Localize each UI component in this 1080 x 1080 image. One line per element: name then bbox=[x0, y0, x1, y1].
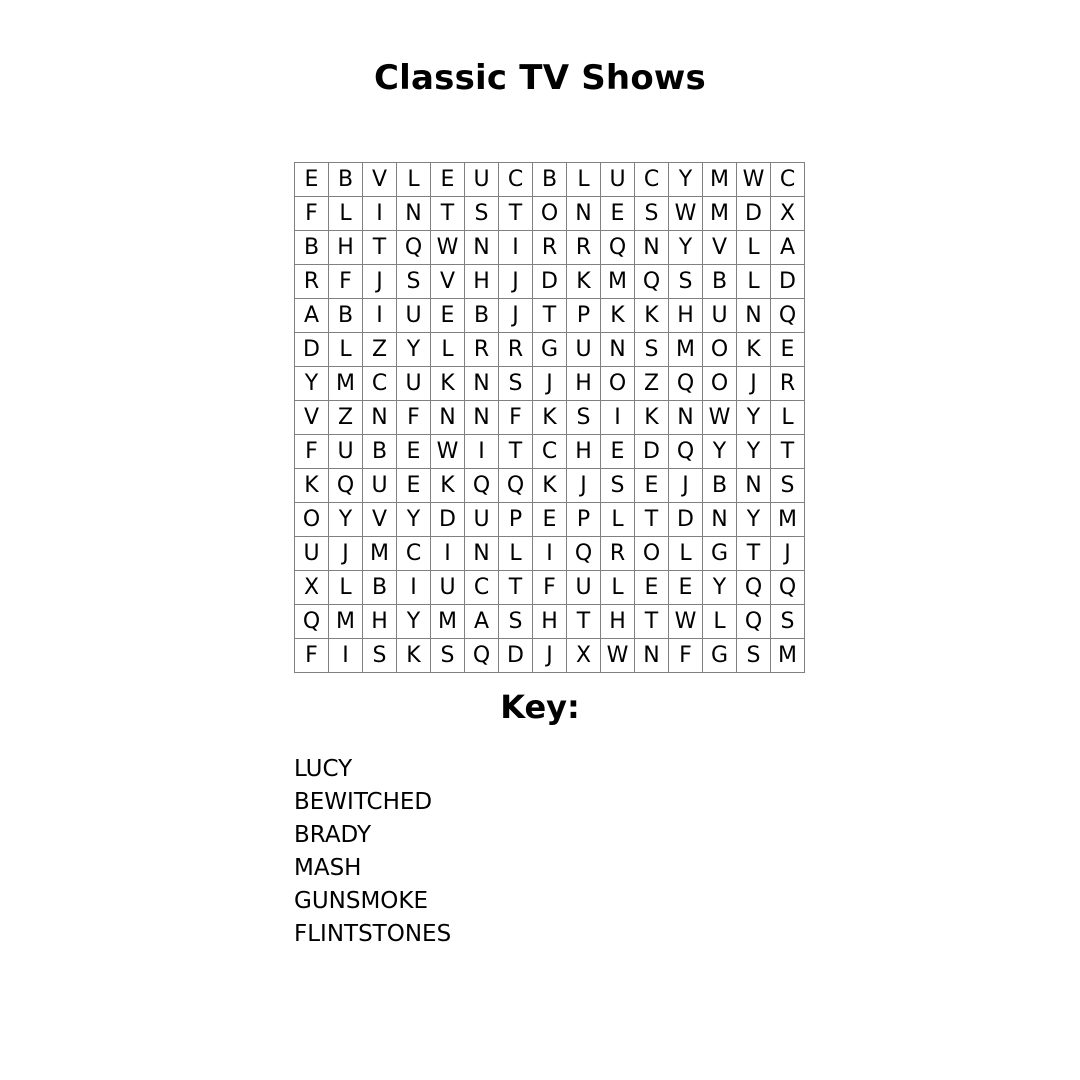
letter-cell[interactable]: Q bbox=[635, 265, 669, 299]
letter-cell[interactable]: G bbox=[703, 537, 737, 571]
letter-cell[interactable]: O bbox=[703, 367, 737, 401]
letter-cell[interactable]: L bbox=[737, 265, 771, 299]
letter-grid-row bbox=[295, 605, 805, 639]
letter-cell[interactable]: U bbox=[329, 435, 363, 469]
letter-cell[interactable]: K bbox=[567, 265, 601, 299]
letter-cell[interactable]: Z bbox=[363, 333, 397, 367]
letter-cell[interactable]: R bbox=[465, 333, 499, 367]
letter-cell[interactable]: Y bbox=[669, 163, 703, 197]
letter-grid-row bbox=[295, 639, 805, 673]
letter-cell[interactable]: M bbox=[329, 605, 363, 639]
letter-cell[interactable]: T bbox=[737, 537, 771, 571]
letter-cell[interactable]: L bbox=[669, 537, 703, 571]
letter-cell[interactable]: N bbox=[737, 469, 771, 503]
letter-cell[interactable]: R bbox=[533, 231, 567, 265]
letter-cell[interactable]: N bbox=[635, 231, 669, 265]
letter-cell[interactable]: W bbox=[703, 401, 737, 435]
letter-cell[interactable]: Y bbox=[397, 605, 431, 639]
letter-cell[interactable]: U bbox=[363, 469, 397, 503]
letter-cell[interactable]: X bbox=[771, 197, 805, 231]
letter-cell[interactable]: C bbox=[533, 435, 567, 469]
letter-cell[interactable]: J bbox=[533, 367, 567, 401]
letter-cell[interactable]: O bbox=[635, 537, 669, 571]
letter-cell[interactable]: U bbox=[431, 571, 465, 605]
letter-cell[interactable]: Y bbox=[397, 503, 431, 537]
letter-cell[interactable]: R bbox=[771, 367, 805, 401]
letter-cell[interactable]: B bbox=[465, 299, 499, 333]
letter-cell[interactable]: T bbox=[771, 435, 805, 469]
letter-cell[interactable]: H bbox=[329, 231, 363, 265]
letter-cell[interactable]: L bbox=[329, 333, 363, 367]
letter-cell[interactable]: U bbox=[465, 163, 499, 197]
letter-cell[interactable]: Q bbox=[329, 469, 363, 503]
key-word-item: LUCY bbox=[294, 756, 353, 782]
letter-grid-row bbox=[295, 299, 805, 333]
letter-cell[interactable]: E bbox=[295, 163, 329, 197]
letter-cell[interactable]: I bbox=[363, 299, 397, 333]
key-word-item: FLINTSTONES bbox=[294, 921, 452, 947]
page-title: Classic TV Shows bbox=[374, 58, 706, 98]
letter-cell[interactable]: J bbox=[669, 469, 703, 503]
letter-cell[interactable]: P bbox=[567, 299, 601, 333]
letter-cell[interactable]: D bbox=[431, 503, 465, 537]
letter-cell[interactable]: I bbox=[533, 537, 567, 571]
key-word-item: BEWITCHED bbox=[294, 789, 433, 815]
letter-cell[interactable]: T bbox=[499, 197, 533, 231]
letter-cell[interactable]: Y bbox=[669, 231, 703, 265]
letter-cell[interactable]: Y bbox=[737, 401, 771, 435]
letter-cell[interactable]: V bbox=[431, 265, 465, 299]
letter-cell[interactable]: L bbox=[499, 537, 533, 571]
letter-grid-row bbox=[295, 401, 805, 435]
letter-cell[interactable]: D bbox=[499, 639, 533, 673]
letter-cell[interactable]: U bbox=[567, 571, 601, 605]
letter-cell[interactable]: D bbox=[533, 265, 567, 299]
letter-cell[interactable]: C bbox=[499, 163, 533, 197]
letter-cell[interactable]: M bbox=[431, 605, 465, 639]
letter-cell[interactable]: V bbox=[295, 401, 329, 435]
letter-cell[interactable]: T bbox=[431, 197, 465, 231]
letter-cell[interactable]: R bbox=[567, 231, 601, 265]
letter-cell[interactable]: J bbox=[499, 265, 533, 299]
letter-cell[interactable]: J bbox=[363, 265, 397, 299]
letter-cell[interactable]: M bbox=[669, 333, 703, 367]
letter-grid-row bbox=[295, 367, 805, 401]
letter-cell[interactable]: X bbox=[295, 571, 329, 605]
letter-cell[interactable]: I bbox=[363, 197, 397, 231]
letter-cell[interactable]: Q bbox=[601, 231, 635, 265]
letter-cell[interactable]: M bbox=[771, 503, 805, 537]
letter-cell[interactable]: K bbox=[533, 401, 567, 435]
letter-cell[interactable]: M bbox=[771, 639, 805, 673]
letter-cell[interactable]: L bbox=[329, 197, 363, 231]
letter-cell[interactable]: G bbox=[533, 333, 567, 367]
letter-cell[interactable]: N bbox=[567, 197, 601, 231]
letter-cell[interactable]: U bbox=[703, 299, 737, 333]
letter-cell[interactable]: H bbox=[363, 605, 397, 639]
letter-cell[interactable]: U bbox=[397, 299, 431, 333]
letter-cell[interactable]: Y bbox=[329, 503, 363, 537]
letter-cell[interactable]: A bbox=[465, 605, 499, 639]
letter-grid-row bbox=[295, 503, 805, 537]
letter-cell[interactable]: S bbox=[771, 469, 805, 503]
letter-cell[interactable]: N bbox=[431, 401, 465, 435]
letter-grid-body bbox=[295, 163, 805, 673]
letter-cell[interactable]: D bbox=[737, 197, 771, 231]
letter-cell[interactable]: E bbox=[533, 503, 567, 537]
letter-cell[interactable]: B bbox=[533, 163, 567, 197]
letter-cell[interactable]: S bbox=[669, 265, 703, 299]
letter-cell[interactable]: V bbox=[363, 503, 397, 537]
letter-cell[interactable]: J bbox=[329, 537, 363, 571]
letter-cell[interactable]: F bbox=[669, 639, 703, 673]
letter-cell[interactable]: S bbox=[363, 639, 397, 673]
letter-cell[interactable]: D bbox=[295, 333, 329, 367]
letter-cell[interactable]: M bbox=[703, 197, 737, 231]
letter-cell[interactable]: X bbox=[567, 639, 601, 673]
letter-cell[interactable]: J bbox=[533, 639, 567, 673]
letter-cell[interactable]: E bbox=[431, 163, 465, 197]
letter-cell[interactable]: F bbox=[397, 401, 431, 435]
letter-cell[interactable]: S bbox=[567, 401, 601, 435]
key-word-item: GUNSMOKE bbox=[294, 888, 429, 914]
letter-cell[interactable]: J bbox=[499, 299, 533, 333]
letter-cell[interactable]: W bbox=[669, 605, 703, 639]
letter-cell[interactable]: V bbox=[363, 163, 397, 197]
letter-cell[interactable]: K bbox=[601, 299, 635, 333]
letter-cell[interactable]: M bbox=[329, 367, 363, 401]
letter-cell[interactable]: I bbox=[397, 571, 431, 605]
letter-cell[interactable]: A bbox=[771, 231, 805, 265]
letter-grid-row bbox=[295, 333, 805, 367]
letter-cell[interactable]: L bbox=[771, 401, 805, 435]
letter-cell[interactable]: F bbox=[329, 265, 363, 299]
letter-cell[interactable]: E bbox=[601, 435, 635, 469]
letter-cell[interactable]: L bbox=[397, 163, 431, 197]
letter-grid-row bbox=[295, 571, 805, 605]
letter-cell[interactable]: T bbox=[567, 605, 601, 639]
letter-cell[interactable]: D bbox=[771, 265, 805, 299]
letter-grid-row bbox=[295, 163, 805, 197]
letter-cell[interactable]: I bbox=[465, 435, 499, 469]
letter-cell[interactable]: T bbox=[499, 435, 533, 469]
letter-cell[interactable]: N bbox=[669, 401, 703, 435]
letter-cell[interactable]: L bbox=[567, 163, 601, 197]
letter-cell[interactable]: Q bbox=[737, 571, 771, 605]
letter-cell[interactable]: F bbox=[533, 571, 567, 605]
letter-cell[interactable]: W bbox=[737, 163, 771, 197]
letter-cell[interactable]: K bbox=[397, 639, 431, 673]
letter-cell[interactable]: U bbox=[295, 537, 329, 571]
letter-cell[interactable]: Q bbox=[397, 231, 431, 265]
letter-cell[interactable]: K bbox=[295, 469, 329, 503]
letter-cell[interactable]: Z bbox=[635, 367, 669, 401]
letter-cell[interactable]: C bbox=[465, 571, 499, 605]
letter-cell[interactable]: C bbox=[397, 537, 431, 571]
letter-cell[interactable]: F bbox=[295, 435, 329, 469]
letter-cell[interactable]: H bbox=[669, 299, 703, 333]
letter-grid-row bbox=[295, 197, 805, 231]
letter-cell[interactable]: L bbox=[703, 605, 737, 639]
letter-cell[interactable]: P bbox=[499, 503, 533, 537]
letter-cell[interactable]: O bbox=[295, 503, 329, 537]
letter-cell[interactable]: S bbox=[397, 265, 431, 299]
letter-grid-row bbox=[295, 435, 805, 469]
letter-cell[interactable]: W bbox=[431, 231, 465, 265]
letter-cell[interactable]: C bbox=[771, 163, 805, 197]
letter-cell[interactable]: S bbox=[737, 639, 771, 673]
letter-cell[interactable]: Q bbox=[465, 469, 499, 503]
letter-cell[interactable]: B bbox=[363, 435, 397, 469]
letter-cell[interactable]: F bbox=[499, 401, 533, 435]
letter-cell[interactable]: N bbox=[465, 537, 499, 571]
letter-cell[interactable]: K bbox=[737, 333, 771, 367]
letter-cell[interactable]: G bbox=[703, 639, 737, 673]
letter-cell[interactable]: N bbox=[465, 231, 499, 265]
letter-cell[interactable]: S bbox=[499, 605, 533, 639]
letter-cell[interactable]: L bbox=[431, 333, 465, 367]
letter-cell[interactable]: S bbox=[635, 333, 669, 367]
letter-cell[interactable]: H bbox=[533, 605, 567, 639]
letter-cell[interactable]: J bbox=[771, 537, 805, 571]
letter-grid-table bbox=[294, 162, 805, 673]
key-word-item: BRADY bbox=[294, 822, 372, 848]
letter-cell[interactable]: M bbox=[703, 163, 737, 197]
letter-cell[interactable]: Q bbox=[499, 469, 533, 503]
letter-cell[interactable]: B bbox=[703, 265, 737, 299]
letter-cell[interactable]: K bbox=[533, 469, 567, 503]
letter-cell[interactable]: S bbox=[601, 469, 635, 503]
letter-cell[interactable]: H bbox=[567, 435, 601, 469]
letter-cell[interactable]: F bbox=[295, 639, 329, 673]
letter-cell[interactable]: Y bbox=[295, 367, 329, 401]
letter-cell[interactable]: S bbox=[499, 367, 533, 401]
letter-cell[interactable]: Q bbox=[737, 605, 771, 639]
letter-cell[interactable]: M bbox=[363, 537, 397, 571]
letter-cell[interactable]: B bbox=[295, 231, 329, 265]
letter-cell[interactable]: D bbox=[635, 435, 669, 469]
letter-cell[interactable]: L bbox=[329, 571, 363, 605]
letter-cell[interactable]: N bbox=[635, 639, 669, 673]
key-heading: Key: bbox=[500, 688, 580, 726]
letter-cell[interactable]: Z bbox=[329, 401, 363, 435]
letter-cell[interactable]: D bbox=[669, 503, 703, 537]
letter-cell[interactable]: B bbox=[703, 469, 737, 503]
letter-cell[interactable]: Q bbox=[771, 299, 805, 333]
letter-cell[interactable]: U bbox=[465, 503, 499, 537]
letter-cell[interactable]: T bbox=[533, 299, 567, 333]
letter-cell[interactable]: O bbox=[703, 333, 737, 367]
letter-cell[interactable]: P bbox=[567, 503, 601, 537]
letter-grid-row bbox=[295, 265, 805, 299]
letter-cell[interactable]: W bbox=[601, 639, 635, 673]
letter-cell[interactable]: B bbox=[363, 571, 397, 605]
letter-cell[interactable]: Q bbox=[295, 605, 329, 639]
letter-cell[interactable]: A bbox=[295, 299, 329, 333]
letter-cell[interactable]: T bbox=[363, 231, 397, 265]
letter-cell[interactable]: E bbox=[635, 571, 669, 605]
letter-cell[interactable]: S bbox=[771, 605, 805, 639]
letter-cell[interactable]: Y bbox=[703, 435, 737, 469]
letter-cell[interactable]: L bbox=[737, 231, 771, 265]
letter-cell[interactable]: J bbox=[737, 367, 771, 401]
letter-cell[interactable]: B bbox=[329, 163, 363, 197]
letter-cell[interactable]: I bbox=[431, 537, 465, 571]
letter-cell[interactable]: M bbox=[601, 265, 635, 299]
letter-cell[interactable]: S bbox=[635, 197, 669, 231]
letter-cell[interactable]: E bbox=[669, 571, 703, 605]
letter-cell[interactable]: O bbox=[601, 367, 635, 401]
letter-cell[interactable]: R bbox=[601, 537, 635, 571]
letter-cell[interactable]: E bbox=[397, 435, 431, 469]
letter-grid-row bbox=[295, 469, 805, 503]
letter-cell[interactable]: Q bbox=[465, 639, 499, 673]
letter-cell[interactable]: R bbox=[499, 333, 533, 367]
letter-cell[interactable]: N bbox=[703, 503, 737, 537]
letter-cell[interactable]: K bbox=[431, 469, 465, 503]
letter-cell[interactable]: T bbox=[635, 503, 669, 537]
letter-cell[interactable]: Q bbox=[669, 367, 703, 401]
letter-cell[interactable]: Y bbox=[737, 503, 771, 537]
letter-cell[interactable]: H bbox=[465, 265, 499, 299]
letter-cell[interactable]: B bbox=[329, 299, 363, 333]
letter-cell[interactable]: N bbox=[363, 401, 397, 435]
letter-cell[interactable]: N bbox=[737, 299, 771, 333]
letter-cell[interactable]: J bbox=[567, 469, 601, 503]
letter-cell[interactable]: E bbox=[431, 299, 465, 333]
letter-cell[interactable]: T bbox=[635, 605, 669, 639]
key-word-item: MASH bbox=[294, 855, 362, 881]
letter-cell[interactable]: K bbox=[635, 299, 669, 333]
letter-cell[interactable]: F bbox=[295, 197, 329, 231]
letter-cell[interactable]: Q bbox=[669, 435, 703, 469]
letter-cell[interactable]: K bbox=[431, 367, 465, 401]
letter-cell[interactable]: W bbox=[669, 197, 703, 231]
letter-cell[interactable]: I bbox=[329, 639, 363, 673]
word-search-grid bbox=[294, 162, 805, 673]
letter-cell[interactable]: S bbox=[465, 197, 499, 231]
letter-cell[interactable]: K bbox=[635, 401, 669, 435]
letter-cell[interactable]: L bbox=[601, 571, 635, 605]
letter-cell[interactable]: Y bbox=[703, 571, 737, 605]
letter-cell[interactable]: W bbox=[431, 435, 465, 469]
letter-cell[interactable]: N bbox=[601, 333, 635, 367]
letter-cell[interactable]: U bbox=[567, 333, 601, 367]
letter-cell[interactable]: I bbox=[499, 231, 533, 265]
letter-cell[interactable]: T bbox=[499, 571, 533, 605]
letter-grid-row bbox=[295, 537, 805, 571]
letter-cell[interactable]: L bbox=[601, 503, 635, 537]
letter-cell[interactable]: Y bbox=[737, 435, 771, 469]
letter-cell[interactable]: R bbox=[295, 265, 329, 299]
word-key-list bbox=[294, 753, 451, 951]
letter-cell[interactable]: Q bbox=[567, 537, 601, 571]
letter-cell[interactable]: U bbox=[601, 163, 635, 197]
letter-cell[interactable]: E bbox=[771, 333, 805, 367]
letter-cell[interactable]: E bbox=[635, 469, 669, 503]
letter-cell[interactable]: C bbox=[363, 367, 397, 401]
letter-cell[interactable]: V bbox=[703, 231, 737, 265]
letter-cell[interactable]: H bbox=[601, 605, 635, 639]
letter-cell[interactable]: N bbox=[465, 401, 499, 435]
letter-cell[interactable]: N bbox=[465, 367, 499, 401]
letter-cell[interactable]: S bbox=[431, 639, 465, 673]
letter-cell[interactable]: C bbox=[635, 163, 669, 197]
letter-cell[interactable]: E bbox=[397, 469, 431, 503]
letter-cell[interactable]: I bbox=[601, 401, 635, 435]
letter-cell[interactable]: E bbox=[601, 197, 635, 231]
letter-cell[interactable]: N bbox=[397, 197, 431, 231]
letter-cell[interactable]: Q bbox=[771, 571, 805, 605]
letter-cell[interactable]: Y bbox=[397, 333, 431, 367]
letter-cell[interactable]: U bbox=[397, 367, 431, 401]
letter-cell[interactable]: H bbox=[567, 367, 601, 401]
letter-cell[interactable]: O bbox=[533, 197, 567, 231]
letter-grid-row bbox=[295, 231, 805, 265]
